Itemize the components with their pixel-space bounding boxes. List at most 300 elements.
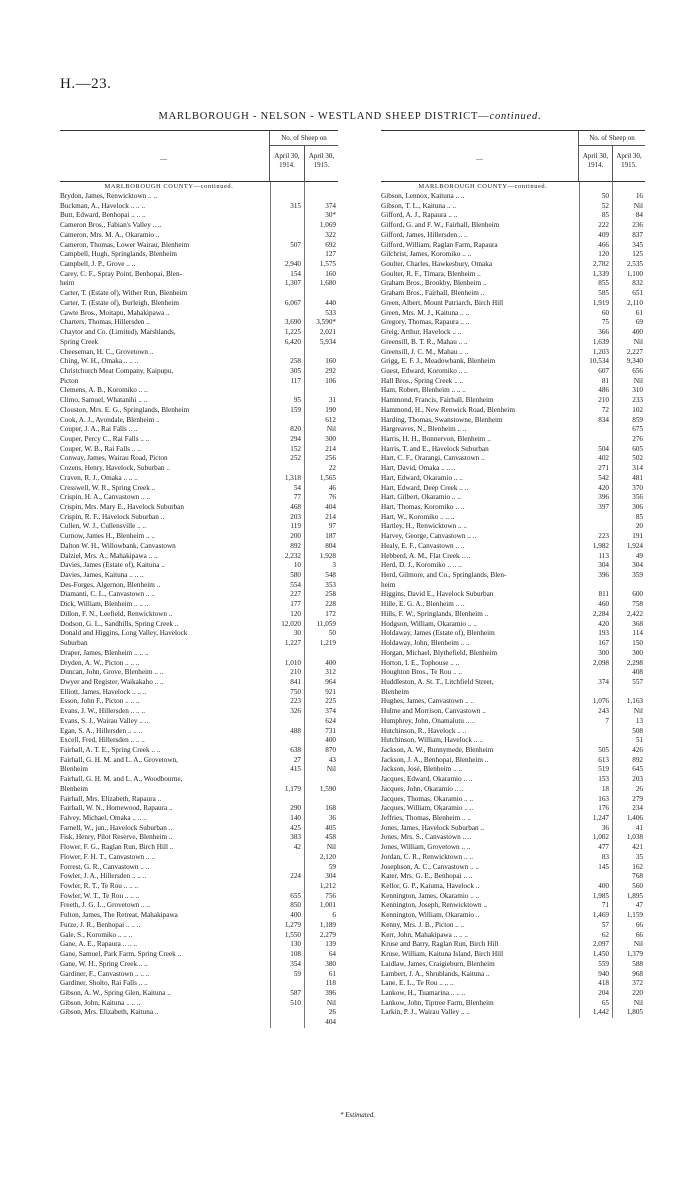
sheep-1915: 1,069 — [319, 221, 336, 230]
owner-name: Hart, Thomas, Koromiko .. .. — [381, 503, 465, 511]
table-row — [381, 338, 645, 348]
sheep-1915: 2,120 — [319, 852, 336, 861]
table-row — [60, 493, 338, 503]
owner-name: Carter, T. (Estate of), Burleigh, Blenheim — [60, 298, 180, 307]
sheep-1915 — [611, 581, 645, 591]
sheep-count-header — [269, 131, 338, 181]
sheep-1914: 820 — [290, 425, 301, 434]
owner-name: Healy, E. F., Canvastown .. .. — [381, 541, 465, 550]
owner-name: Forrest, G. R., Canvastown .. .. — [60, 862, 150, 871]
sheep-1914: 420 — [598, 483, 609, 492]
table-row — [60, 727, 338, 737]
sheep-1915: 1,189 — [319, 920, 336, 929]
table-row — [60, 221, 338, 231]
owner-name: Clouston, Mrs. E. G., Springlands, Blenheim — [60, 405, 190, 414]
owner-name: Jackson, A. W., Runnymede, Blenheim — [381, 745, 494, 754]
table-row — [60, 211, 338, 221]
sheep-1914: 420 — [598, 619, 609, 628]
owner-name: Higgins, David E., Havelock Suburban — [381, 590, 494, 599]
sheep-1915: 106 — [325, 376, 336, 385]
sheep-1915: 256 — [325, 454, 336, 463]
table-row — [381, 416, 645, 426]
owner-name: Dillon, F. N., Leefield, Renwicktown .. — [60, 609, 173, 618]
owner-name: Draper, James, Blenheim .. .. .. — [60, 648, 149, 657]
sheep-1915: 870 — [325, 745, 336, 754]
sheep-1915: 304 — [632, 561, 643, 570]
table-row — [381, 901, 645, 911]
sheep-1914 — [267, 250, 303, 260]
sheep-1915: 5,934 — [319, 337, 336, 346]
owner-name: Couper, W. B., Rai Falls .. .. — [60, 444, 141, 453]
owner-name: Jackson, J. A., Benhopai, Blenheim .. — [381, 755, 489, 764]
page-title — [60, 111, 640, 122]
sheep-1915: 300 — [632, 648, 643, 657]
sheep-1915: 26 — [635, 784, 643, 793]
sheep-1914 — [267, 736, 303, 746]
owner-name: Diamanti, C. L., Canvastown .. .. — [60, 590, 155, 599]
sheep-1914: 554 — [290, 580, 301, 589]
sheep-1914 — [267, 192, 303, 202]
table-row — [381, 940, 645, 950]
table-row — [381, 921, 645, 931]
owner-name: Craven, R. J., Omaka .. .. .. — [60, 473, 138, 482]
sheep-1915: 837 — [632, 230, 643, 239]
sheep-1914: 587 — [290, 988, 301, 997]
owner-name: Hargreaves, N., Blenheim .. .. — [381, 425, 467, 434]
sheep-1915: 404 — [325, 503, 336, 511]
sheep-1914: 117 — [290, 376, 301, 385]
sheep-1914: 510 — [290, 998, 301, 1007]
sheep-1914: 607 — [598, 366, 609, 375]
owner-name: Hart, David, Omaka .. .. .. — [381, 464, 456, 473]
title-continued: continued. — [489, 111, 542, 122]
table-row — [60, 445, 338, 455]
header-dash: — — [476, 155, 483, 163]
sheep-1914: 6,420 — [284, 337, 301, 346]
section-heading: MARLBOROUGH COUNTY—continued. — [104, 183, 234, 190]
table-row — [381, 659, 645, 669]
sheep-1914: 243 — [598, 707, 609, 716]
table-row — [60, 950, 338, 960]
sheep-1915: 533 — [325, 308, 336, 317]
owner-name: Greig, Arthur, Havelock .. .. — [381, 328, 462, 337]
sheep-1915: 11,059 — [316, 619, 336, 628]
sheep-1914: 504 — [598, 444, 609, 453]
sheep-1915 — [611, 688, 645, 698]
sheep-1915: 1,038 — [626, 833, 643, 842]
table-row — [381, 279, 645, 289]
sheep-1915: 408 — [632, 668, 643, 677]
sheep-1915 — [303, 795, 338, 805]
sheep-1915: 125 — [632, 250, 643, 259]
sheep-1914: 855 — [598, 279, 609, 288]
owner-name: Hart, Edward, Deep Creek .. .. — [381, 483, 469, 492]
table-row — [381, 522, 645, 532]
sheep-1914: 1,982 — [592, 541, 609, 550]
table-row — [60, 736, 338, 746]
sheep-1914 — [576, 668, 611, 678]
sheep-1914 — [267, 1008, 303, 1018]
owner-name: Davies, James, Kaituna .. .. .. — [60, 571, 144, 580]
table-row — [381, 736, 645, 746]
owner-name: Gardiner, Sholto, Rai Falls .. .. — [60, 979, 148, 988]
table-row — [60, 474, 338, 484]
owner-name: Jacques, Thomas, Okaramio .. .. — [381, 794, 474, 803]
owner-name: Farnell, W., jun., Havelock Suburban .. — [60, 823, 173, 832]
table-row — [60, 970, 338, 980]
sheep-1915: 372 — [632, 979, 643, 988]
owner-name: Hulme and Morrison, Canvastown .. — [381, 707, 486, 716]
right-table — [381, 130, 645, 1110]
sheep-1915: 276 — [632, 434, 643, 443]
sheep-1915: 421 — [632, 843, 643, 852]
sheep-1915: 310 — [632, 386, 643, 395]
owner-name: Jordan, C. R., Renwicktown .. .. — [381, 852, 474, 861]
sheep-1914: 224 — [290, 872, 301, 881]
table-row — [60, 649, 338, 659]
table-row — [381, 386, 645, 396]
owner-name: Couper, Percy C., Rai Falls .. .. — [60, 434, 150, 443]
sheep-1914 — [267, 853, 303, 863]
table-row — [381, 775, 645, 785]
sheep-1915: 548 — [325, 571, 336, 580]
sheep-1915: Nil — [326, 843, 336, 852]
table-row — [381, 697, 645, 707]
table-row — [381, 328, 645, 338]
sheep-1915: 804 — [325, 541, 336, 550]
table-row — [60, 824, 338, 834]
sheep-1914: 177 — [290, 600, 301, 609]
sheep-1914: 27 — [293, 755, 301, 764]
table-row — [60, 270, 338, 280]
sheep-1915: 85 — [635, 512, 643, 521]
owner-name: Larkin, P. J., Wairau Valley .. .. — [381, 1008, 470, 1017]
owner-name: Laidlaw, James, Craigieburn, Blenheim — [381, 959, 495, 968]
sheep-1914: 519 — [598, 765, 609, 774]
sheep-1915: 43 — [328, 755, 336, 764]
sheep-1915: 560 — [632, 882, 643, 891]
sheep-1915: 36 — [328, 814, 336, 822]
table-row — [60, 872, 338, 882]
owner-name: Grigg, E. F. J., Meadowbank, Blenheim — [381, 357, 496, 366]
sheep-count-header — [578, 131, 645, 181]
owner-name: Flower, F. H. T., Canvastown .. .. — [60, 852, 155, 861]
table-row — [381, 357, 645, 367]
owner-name: Kater, Mrs. G. E., Benhopai .. .. — [381, 872, 473, 881]
table-row — [60, 795, 338, 805]
owner-name: Charters, Thomas, Hillersden .. — [60, 318, 150, 327]
sheep-1915 — [303, 289, 338, 299]
table-row — [381, 192, 645, 202]
sheep-1914: 466 — [598, 240, 609, 249]
sheep-1914: 1,318 — [284, 473, 301, 482]
sheep-1915: 6 — [332, 911, 336, 920]
table-row — [60, 542, 338, 552]
sheep-1914: 655 — [290, 891, 301, 900]
sheep-1914: 154 — [290, 269, 301, 278]
table-row — [381, 464, 645, 474]
owner-name: Gibson, T. L., Kaituna .. .. — [381, 201, 456, 210]
owner-name: Suburban — [60, 639, 88, 648]
owner-name: Evans, S. J., Wairau Valley .. .. — [60, 716, 149, 725]
sheep-1914 — [576, 435, 611, 445]
owner-name: Ching, W. H., Omaka .. .. .. — [60, 357, 139, 366]
owner-name: Hutchinson, William, Havelock .. .. — [381, 736, 483, 745]
table-row — [60, 328, 338, 338]
sheep-1915: 405 — [325, 823, 336, 832]
owner-name: Brydon, James, Renwicktown .. .. — [60, 192, 158, 200]
table-row — [60, 999, 338, 1009]
owner-name: Fowler, R. T., Te Rou .. .. .. — [60, 882, 139, 891]
owner-name: Climo, Samuel, Whatanihi .. .. — [60, 396, 148, 405]
table-row — [60, 688, 338, 698]
sheep-1915: 426 — [632, 745, 643, 754]
table-row — [60, 416, 338, 426]
owner-name: Lambert, J. A., Shrublands, Kaituna .. — [381, 969, 490, 978]
owner-name: Campbell, J. P., Grove .. .. — [60, 260, 136, 269]
owner-name: Butt, Edward, Benhopai .. .. .. — [60, 211, 146, 220]
sheep-1914: 200 — [290, 532, 301, 541]
owner-name: Cameron, Mrs. M. A., Okaramio .. — [60, 230, 160, 239]
sheep-1914: 52 — [601, 201, 609, 210]
owner-name: Jeffries, Thomas, Blenheim .. .. — [381, 814, 471, 822]
sheep-1914: 77 — [293, 493, 301, 502]
owner-name: Cameron, Thomas, Lower Wairau, Blenheim — [60, 240, 190, 249]
sheep-1915: 1,805 — [626, 1008, 643, 1017]
table-row — [60, 756, 338, 766]
owner-name: Kennington, James, Okaramio .. .. — [381, 891, 480, 900]
table-row — [381, 649, 645, 659]
owner-name: Gibson, John, Kaituna .. .. .. — [60, 998, 141, 1007]
sheep-1914 — [267, 882, 303, 892]
sheep-1915: 921 — [325, 687, 336, 696]
table-row — [60, 707, 338, 717]
sheep-1915: 118 — [325, 979, 336, 988]
sheep-1915: 1,680 — [319, 279, 336, 288]
sheep-1914: 140 — [290, 814, 301, 822]
table-row — [381, 581, 645, 591]
table-row — [381, 717, 645, 727]
table-row — [381, 211, 645, 221]
sheep-1915: 20 — [635, 522, 643, 531]
sheep-1915: 35 — [635, 852, 643, 861]
table-row — [60, 338, 338, 348]
table-row — [381, 707, 645, 717]
sheep-1914: 1,919 — [592, 298, 609, 307]
table-row — [60, 921, 338, 931]
sheep-count-label: No. of Sheep on — [579, 131, 645, 146]
sheep-1915: 69 — [635, 318, 643, 327]
sheep-1915: 41 — [635, 823, 643, 832]
sheep-1914: 120 — [290, 609, 301, 618]
sheep-1914: 18 — [601, 784, 609, 793]
table-row — [381, 872, 645, 882]
sheep-1914: 227 — [290, 590, 301, 599]
table-row — [60, 814, 338, 824]
sheep-1915 — [303, 775, 338, 785]
owner-name — [60, 1018, 267, 1028]
sheep-1915: 692 — [325, 240, 336, 249]
sheep-1914: 167 — [598, 639, 609, 648]
sheep-1915: 892 — [632, 755, 643, 764]
sheep-1914: 294 — [290, 434, 301, 443]
sheep-1915: 2,227 — [626, 347, 643, 356]
sheep-1915: 220 — [632, 988, 643, 997]
owner-name: Guest, Edward, Koromiko .. .. — [381, 366, 468, 375]
sheep-1915: 1,565 — [319, 473, 336, 482]
owner-name: Fulton, James, The Retreat, Mahakipawa — [60, 911, 178, 920]
owner-name: Jones, Mrs. S., Canvastown .. .. — [381, 833, 472, 842]
sheep-1914 — [267, 221, 303, 231]
owner-name: Fairhall, W. N., Homewood, Rapaura .. — [60, 804, 173, 813]
table-row — [381, 318, 645, 328]
table-row — [60, 911, 338, 921]
owner-name: Greensill, B. T. R., Mahau .. .. — [381, 337, 468, 346]
sheep-1915: 605 — [632, 444, 643, 453]
sheep-1914: 163 — [598, 794, 609, 803]
sheep-1915: Nil — [633, 707, 643, 716]
sheep-1914: 2,098 — [592, 658, 609, 667]
sheep-1915: 356 — [632, 493, 643, 502]
sheep-1915: 2,110 — [627, 298, 643, 307]
sheep-1914 — [576, 581, 611, 591]
owner-name: Carter, T. (Estate of), Wither Run, Blenheim — [60, 289, 188, 298]
sheep-1915: 396 — [325, 988, 336, 997]
owner-name: Goulter, Charles, Hawkesbury, Omaka — [381, 260, 493, 269]
sheep-1915: 3 — [332, 561, 336, 570]
owner-name: Hills, F. W., Springlands, Blenheim .. — [381, 609, 489, 618]
table-row — [381, 629, 645, 639]
sheep-1914: 12,020 — [281, 619, 301, 628]
owner-name: Cresswell, W. R., Spring Creek .. — [60, 483, 156, 492]
owner-name: Humphrey, John, Onamalutu .. .. — [381, 716, 475, 725]
title-main: MARLBOROUGH - NELSON - WESTLAND SHEEP DISTRICT— — [158, 111, 490, 122]
table-row — [60, 697, 338, 707]
sheep-1914 — [267, 309, 303, 319]
sheep-1914: 383 — [290, 833, 301, 842]
owner-name: Gibson, A. W., Spring Glen, Kaituna .. — [60, 988, 171, 997]
sheep-1915: 1,924 — [626, 541, 643, 550]
sheep-1914: 613 — [598, 755, 609, 764]
table-row — [60, 590, 338, 600]
table-row — [60, 425, 338, 435]
table-row — [381, 241, 645, 251]
sheep-1915: 380 — [325, 959, 336, 968]
owner-name: Excell, Fred, Hillersden .. .. .. — [60, 736, 145, 745]
sheep-1915: 624 — [325, 716, 336, 725]
sheep-1914: 468 — [290, 503, 301, 511]
sheep-1915: 22 — [328, 464, 336, 473]
sheep-1914: 750 — [290, 687, 301, 696]
sheep-1914: 85 — [601, 211, 609, 220]
sheep-1915: 9,340 — [626, 357, 643, 366]
sheep-1914: 113 — [598, 551, 609, 560]
year-1915-header: April 30, 1915. — [612, 146, 645, 182]
table-row — [381, 532, 645, 542]
sheep-1915: 306 — [632, 503, 643, 511]
sheep-1915: 66 — [635, 930, 643, 939]
owner-name: Hart, Gilbert, Okaramio .. .. — [381, 493, 461, 502]
owner-name: Kenny, Mrs. J. B., Picton .. .. — [381, 920, 465, 929]
table-row — [381, 474, 645, 484]
sheep-1914: 1,550 — [284, 930, 301, 939]
sheep-1914 — [267, 1018, 303, 1028]
sheep-1914: 397 — [598, 503, 609, 511]
owner-name: Lankow, John, Tiptree Farm, Blenheim — [381, 998, 494, 1007]
owner-name: Harris, H. H., Bonnervon, Blenheim .. — [381, 434, 491, 443]
table-row — [60, 785, 338, 795]
table-row — [60, 192, 338, 202]
table-row — [60, 989, 338, 999]
sheep-1914: 204 — [598, 988, 609, 997]
owner-name: Dryden, A. W., Picton .. .. .. — [60, 658, 140, 667]
sheep-1915: 345 — [632, 240, 643, 249]
sheep-1914: 159 — [290, 405, 301, 414]
sheep-1915: 190 — [325, 405, 336, 414]
sheep-1915: 458 — [325, 833, 336, 842]
table-row — [381, 503, 645, 513]
table-row — [60, 668, 338, 678]
sheep-1914: 1,450 — [592, 950, 609, 959]
table-row — [381, 863, 645, 873]
owner-name: Fairhall, Mrs. Elizabeth, Rapaura .. — [60, 794, 162, 803]
sheep-1915: Nil — [326, 425, 336, 434]
owner-name: Campbell, Hugh, Springlands, Blenheim — [60, 250, 177, 259]
sheep-1914: 1,339 — [592, 269, 609, 278]
sheep-1914: 290 — [290, 804, 301, 813]
owner-name: Hammond, Francis, Fairhall, Blenheim — [381, 396, 494, 405]
sheep-1914: 1,002 — [592, 833, 609, 842]
owner-name: Holdaway, James (Estate of), Blenheim — [381, 629, 495, 638]
sheep-1914: 396 — [598, 493, 609, 502]
table-row — [60, 513, 338, 523]
sheep-1915: 1,219 — [319, 639, 336, 648]
sheep-1914: 1,227 — [284, 639, 301, 648]
table-row — [381, 950, 645, 960]
sheep-1915: 59 — [328, 862, 336, 871]
sheep-1915: 66 — [635, 920, 643, 929]
owner-name: Cullen, W. J., Cullensville .. .. — [60, 522, 147, 531]
sheep-1915: 279 — [632, 794, 643, 803]
sheep-1914: 477 — [598, 843, 609, 852]
sheep-1914: 36 — [601, 823, 609, 832]
owner-name: Jackson, José, Blenheim .. .. — [381, 765, 463, 774]
sheep-1914: 119 — [290, 522, 301, 531]
owner-name: Gifford, A. J., Rapaura .. .. — [381, 211, 458, 220]
owner-name: Hutchinson, R., Havelock .. .. — [381, 726, 467, 735]
sheep-1914: 396 — [598, 571, 609, 580]
sheep-1914: 2,284 — [592, 609, 609, 618]
table-row — [381, 970, 645, 980]
table-row — [381, 756, 645, 766]
owner-name: Fisk, Henry, Pilot Reserve, Blenheim .. — [60, 833, 173, 842]
sheep-1915: Nil — [633, 998, 643, 1007]
owner-name: Elliott, James, Havelock .. .. .. — [60, 687, 147, 696]
sheep-1914 — [267, 386, 303, 396]
owner-name: Horgan, Michael, Blythefield, Blenheim — [381, 648, 498, 657]
table-row — [60, 581, 338, 591]
sheep-1914: 193 — [598, 629, 609, 638]
sheep-1914: 300 — [598, 648, 609, 657]
owner-name: Graham Bros., Brookby, Blenheim .. — [381, 279, 487, 288]
owner-name: Fairhall, A. T. E., Spring Creek .. .. — [60, 745, 161, 754]
table-row — [381, 727, 645, 737]
sheep-1914: 415 — [290, 765, 301, 774]
table-row — [381, 425, 645, 435]
left-table-body — [60, 182, 338, 1028]
owner-name: Crispin, H. A., Canvastown .. .. — [60, 493, 151, 502]
sheep-1915: 64 — [328, 950, 336, 959]
